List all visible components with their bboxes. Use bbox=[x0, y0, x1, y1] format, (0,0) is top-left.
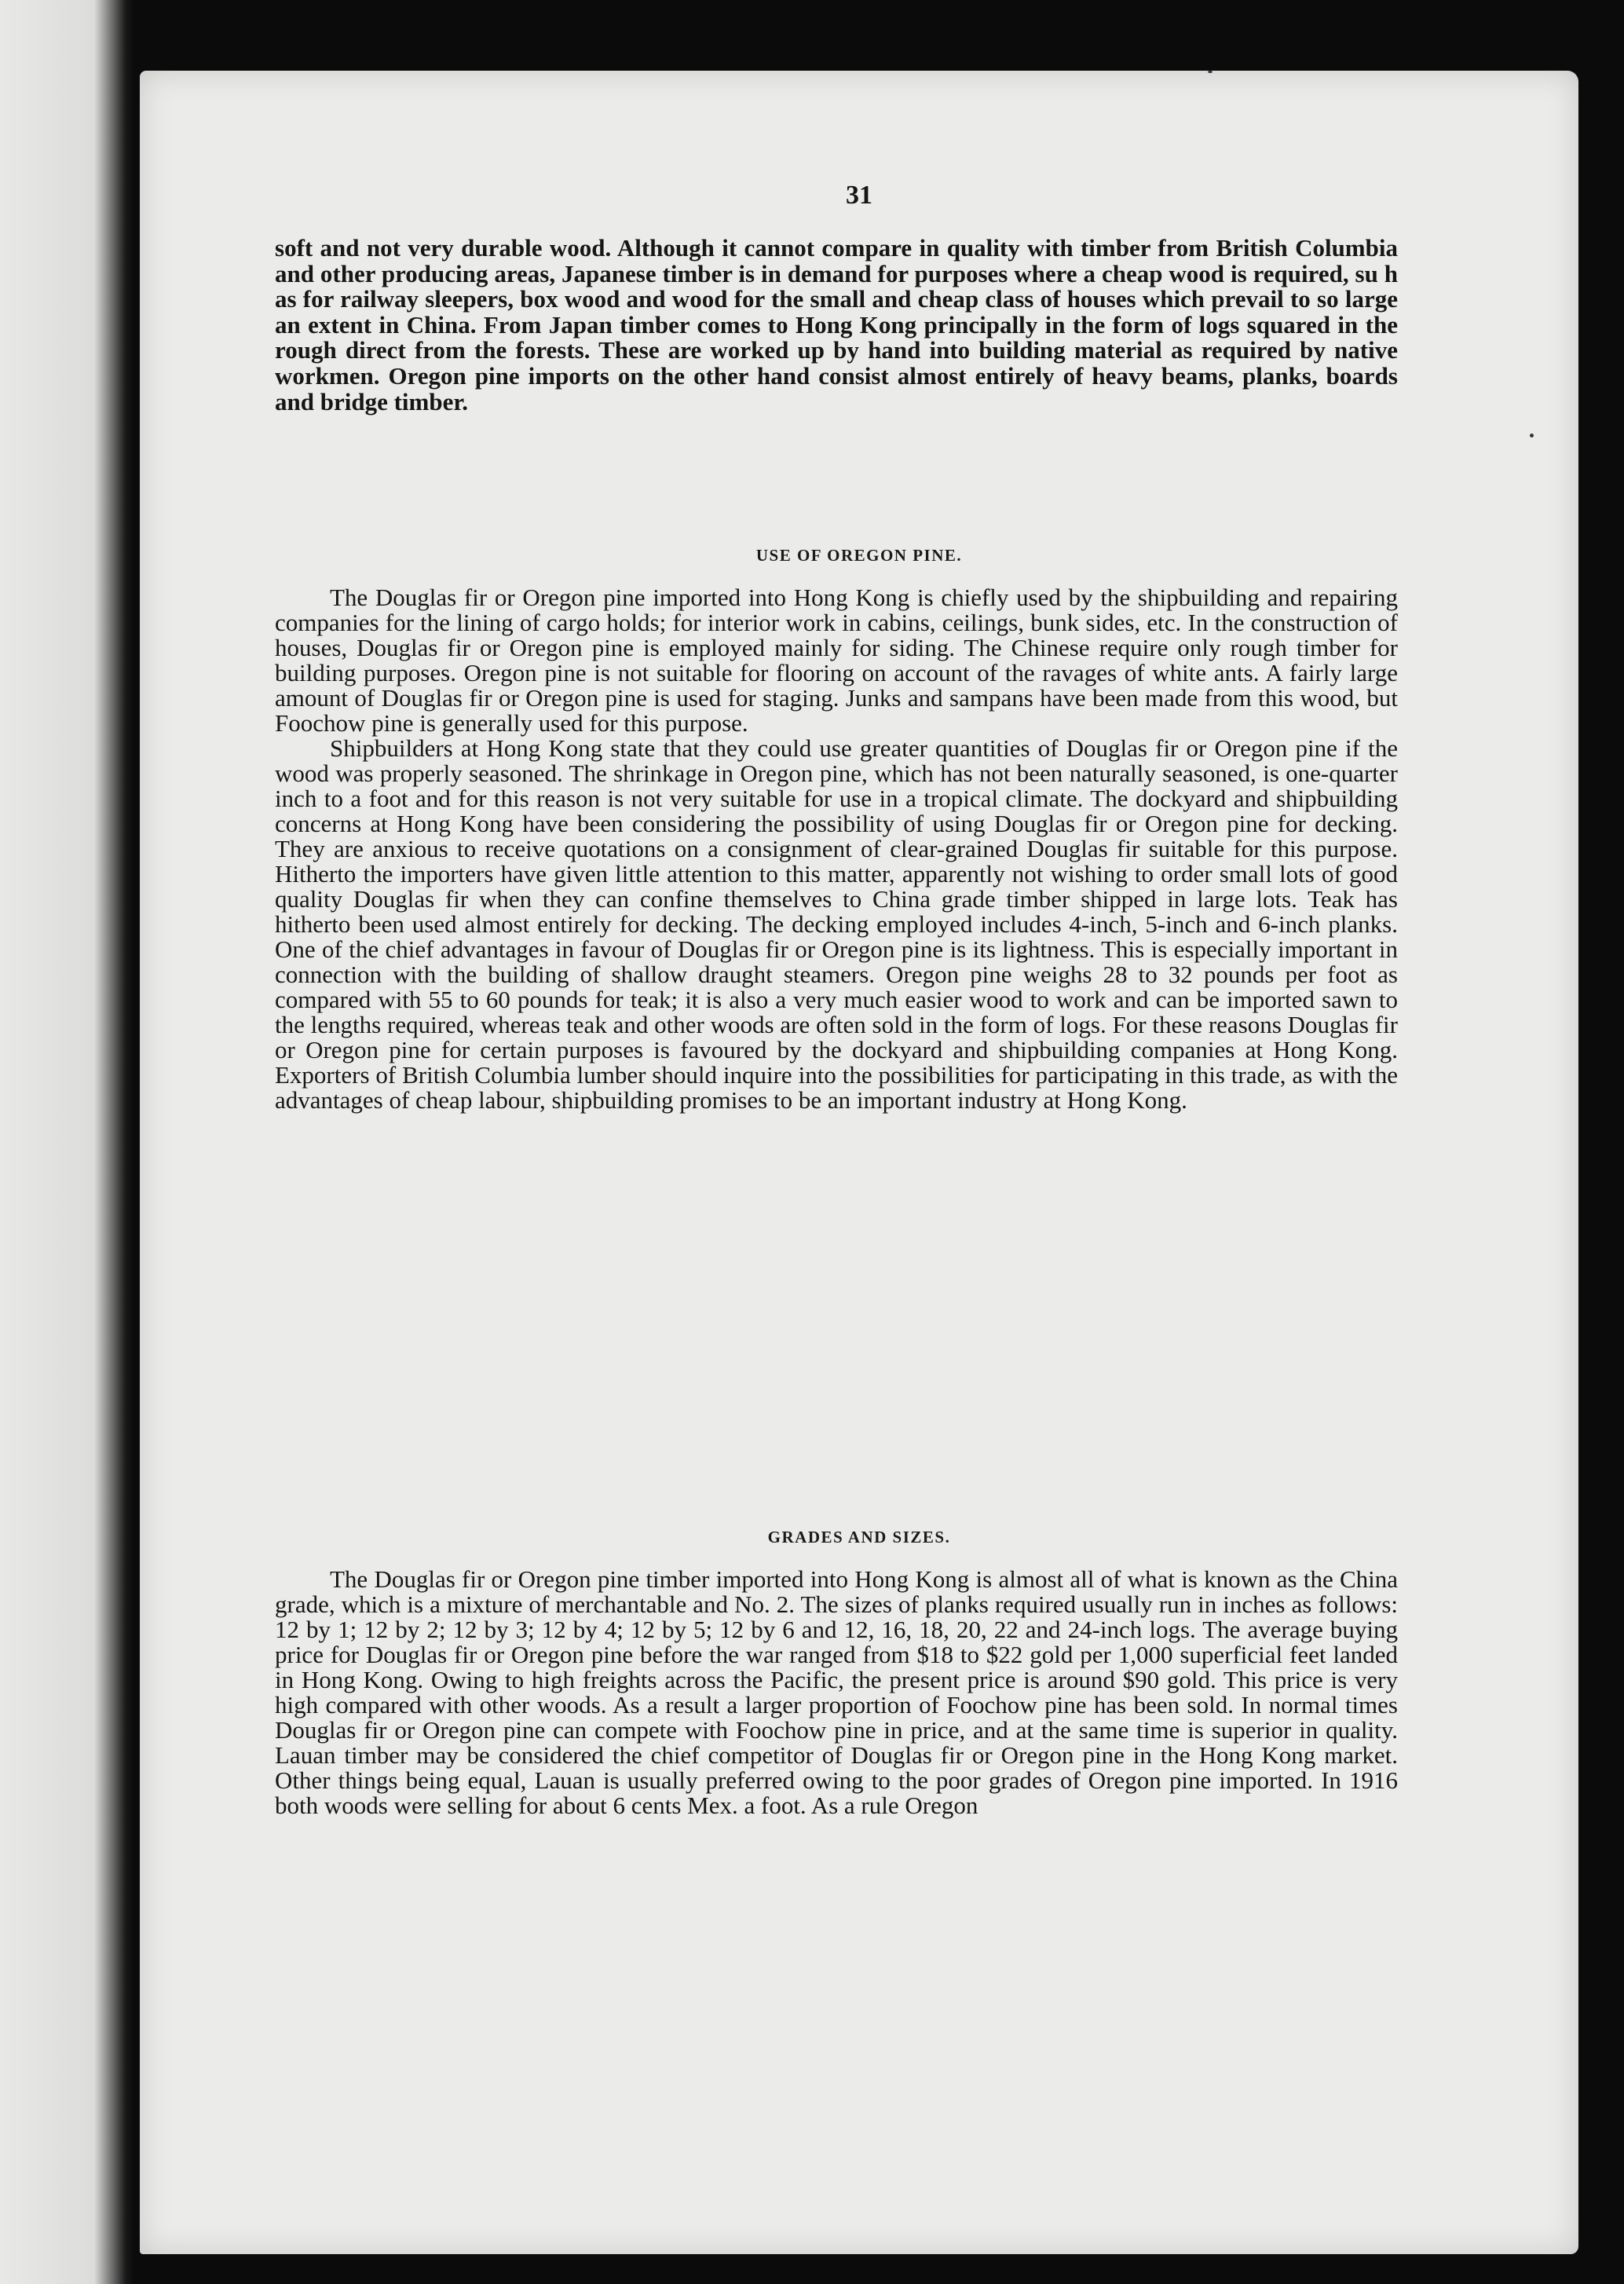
binding-margin bbox=[0, 0, 134, 2284]
section-heading-use: USE OF OREGON PINE. bbox=[755, 546, 963, 565]
use-paragraph-2: Shipbuilders at Hong Kong state that they could use greater quantities of Douglas fir or Oregon pine if the wood was properly seasoned. The shrinkage in Oregon pine, which has not been naturally seasoned, is one-quarter inch to a foot and for this reason is not very suitable for use in a tropical climate. The dockyard and shipbuilding concerns at Hong Kong have been considering the possibility of using Douglas fir or Oregon pine for decking. They are anxious to receive quotations on a consignment of clear-grained Douglas fir suitable for this purpose. Hitherto the importers have given little attention to this matter, apparently not wishing to order small lots of good quality Douglas fir when they can confine themselves to China grade timber shipped in large lots. Teak has hitherto been used almost entirely for decking. The decking employed includes 4-inch, 5-inch and 6-inch planks. One of the chief advantages in favour of Douglas fir or Oregon pine is its lightness. This is especially important in connection with the building of shallow draught steamers. Oregon pine weighs 28 to 32 pounds per foot as compared with 55 to 60 pounds for teak; it is also a very much easier wood to work and can be imported sawn to the lengths required, whereas teak and other woods are often sold in the form of logs. For these reasons Douglas fir or Oregon pine for certain purposes is favoured by the dockyard and shipbuilding companies at Hong Kong. Exporters of British Columbia lumber should inquire into the possibilities for participating in this trade, as with the advantages of cheap labour, shipbuilding promises to be an important industry at Hong Kong. bbox=[275, 734, 1398, 1114]
use-paragraph-1: The Douglas fir or Oregon pine imported into Hong Kong is chiefly used by the shipbuilding and repairing companies for the lining of cargo holds; for interior work in cabins, ceilings, bunk sides, etc. In the construction of houses, Douglas fir or Oregon pine is employed mainly for siding. The Chinese require only rough timber for building purposes. Oregon pine is not suitable for flooring on account of the ravages of white ants. A fairly large amount of Douglas fir or Oregon pine is used for staging. Junks and sampans have been made from this wood, but Foochow pine is generally used for this purpose. bbox=[275, 584, 1398, 737]
section-grades-body bbox=[275, 1567, 1398, 1818]
grades-paragraph-1: The Douglas fir or Oregon pine timber imported into Hong Kong is almost all of what is known as the China grade, which is a mixture of merchantable and No. 2. The sizes of planks required usually run in inches as follows: 12 by 1; 12 by 2; 12 by 3; 12 by 4; 12 by 5; 12 by 6 and 12, 16, 18, 20, 22 and 24-inch logs. The average buying price for Douglas fir or Oregon pine before the war ranged from $18 to $22 gold per 1,000 superficial feet landed in Hong Kong. Owing to high freights across the Pacific, the present price is around $90 gold. This price is very high compared with other woods. As a result a larger proportion of Foochow pine has been sold. In normal times Douglas fir or Oregon pine can compete with Foochow pine in price, and at the same time is superior in quality. Lauan timber may be considered the chief competitor of Douglas fir or Oregon pine in the Hong Kong market. Other things being equal, Lauan is usually preferred owing to the poor grades of Oregon pine imported. In 1916 both woods were selling for about 6 cents Mex. a foot. As a rule Oregon bbox=[275, 1565, 1398, 1819]
page-number: 31 bbox=[846, 181, 872, 210]
section-heading-grades: GRADES AND SIZES. bbox=[767, 1528, 951, 1546]
opening-paragraph-text: soft and not very durable wood. Although it cannot compare in quality with timber from British Columbia and other producing areas, Japanese timber is in demand for purposes where a cheap wood is required, su h as for railway sleepers, box wood and wood for the small and cheap class of houses which prevail to so large an extent in China. From Japan timber comes to Hong Kong principally in the form of logs squared in the rough direct from the forests. These are worked up by hand into building material as required by native workmen. Oregon pine imports on the other hand consist almost entirely of heavy beams, planks, boards and bridge timber. bbox=[275, 234, 1398, 415]
scan-speck bbox=[1530, 434, 1534, 437]
book-page bbox=[140, 71, 1578, 2254]
section-use-body bbox=[275, 585, 1398, 1113]
opening-paragraph bbox=[275, 236, 1398, 415]
scan-speck bbox=[1208, 71, 1213, 73]
